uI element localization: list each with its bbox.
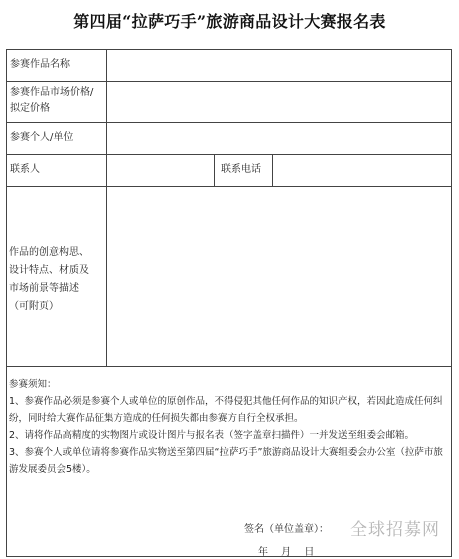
row-divider — [6, 366, 452, 367]
contact-label: 联系人 — [10, 164, 40, 175]
watermark: 全球招募网 — [350, 520, 440, 540]
date-label: 年 月 日 — [258, 547, 315, 558]
description-label — [9, 244, 104, 316]
row-divider — [6, 154, 452, 155]
row-divider — [6, 122, 452, 123]
row-divider — [6, 49, 452, 50]
description-line: 作品的创意构思、 — [9, 247, 89, 258]
price-label-line1: 参赛作品市场价格/ — [10, 87, 94, 98]
notes-item: 1、参赛作品必须是参赛个人或单位的原创作品，不得侵犯其他任何作品的知识产权，若因此造成任何纠纷，同时给大赛作品征集方造成的任何损失都由参赛方自行全权承担。 — [9, 396, 443, 424]
phone-label-right-divider — [272, 154, 273, 187]
row-divider — [6, 556, 452, 557]
description-line: 设计特点、材质及 — [9, 265, 89, 276]
row-divider — [6, 81, 452, 82]
description-line: （可附页） — [9, 301, 59, 312]
notes-heading: 参赛须知： — [9, 379, 57, 390]
form-title: 第四届“拉萨巧手”旅游商品设计大赛报名表 — [73, 12, 386, 31]
signature-label: 签名（单位盖章）： — [244, 524, 329, 535]
label-column-divider — [106, 49, 107, 367]
table-left-border — [6, 49, 7, 557]
notes-item: 2、请将作品高精度的实物图片或设计图片与报名表（签字盖章扫描件）一并发送至组委会邮箱。 — [9, 430, 415, 441]
phone-label-left-divider — [214, 154, 215, 187]
description-line: 市场前景等描述 — [9, 283, 79, 294]
notes-item: 3、参赛个人或单位请将参赛作品实物送至第四届“拉萨巧手”旅游商品设计大赛组委会办公室（拉萨市旅游发展委员会5楼）。 — [9, 447, 443, 475]
entrant-label: 参赛个人/单位 — [10, 132, 74, 143]
table-right-border — [451, 49, 452, 557]
entry-notes — [9, 376, 447, 478]
work-name-label: 参赛作品名称 — [10, 59, 70, 70]
price-label-line2: 拟定价格 — [10, 103, 50, 114]
phone-label: 联系电话 — [221, 164, 261, 175]
row-divider — [6, 186, 452, 187]
